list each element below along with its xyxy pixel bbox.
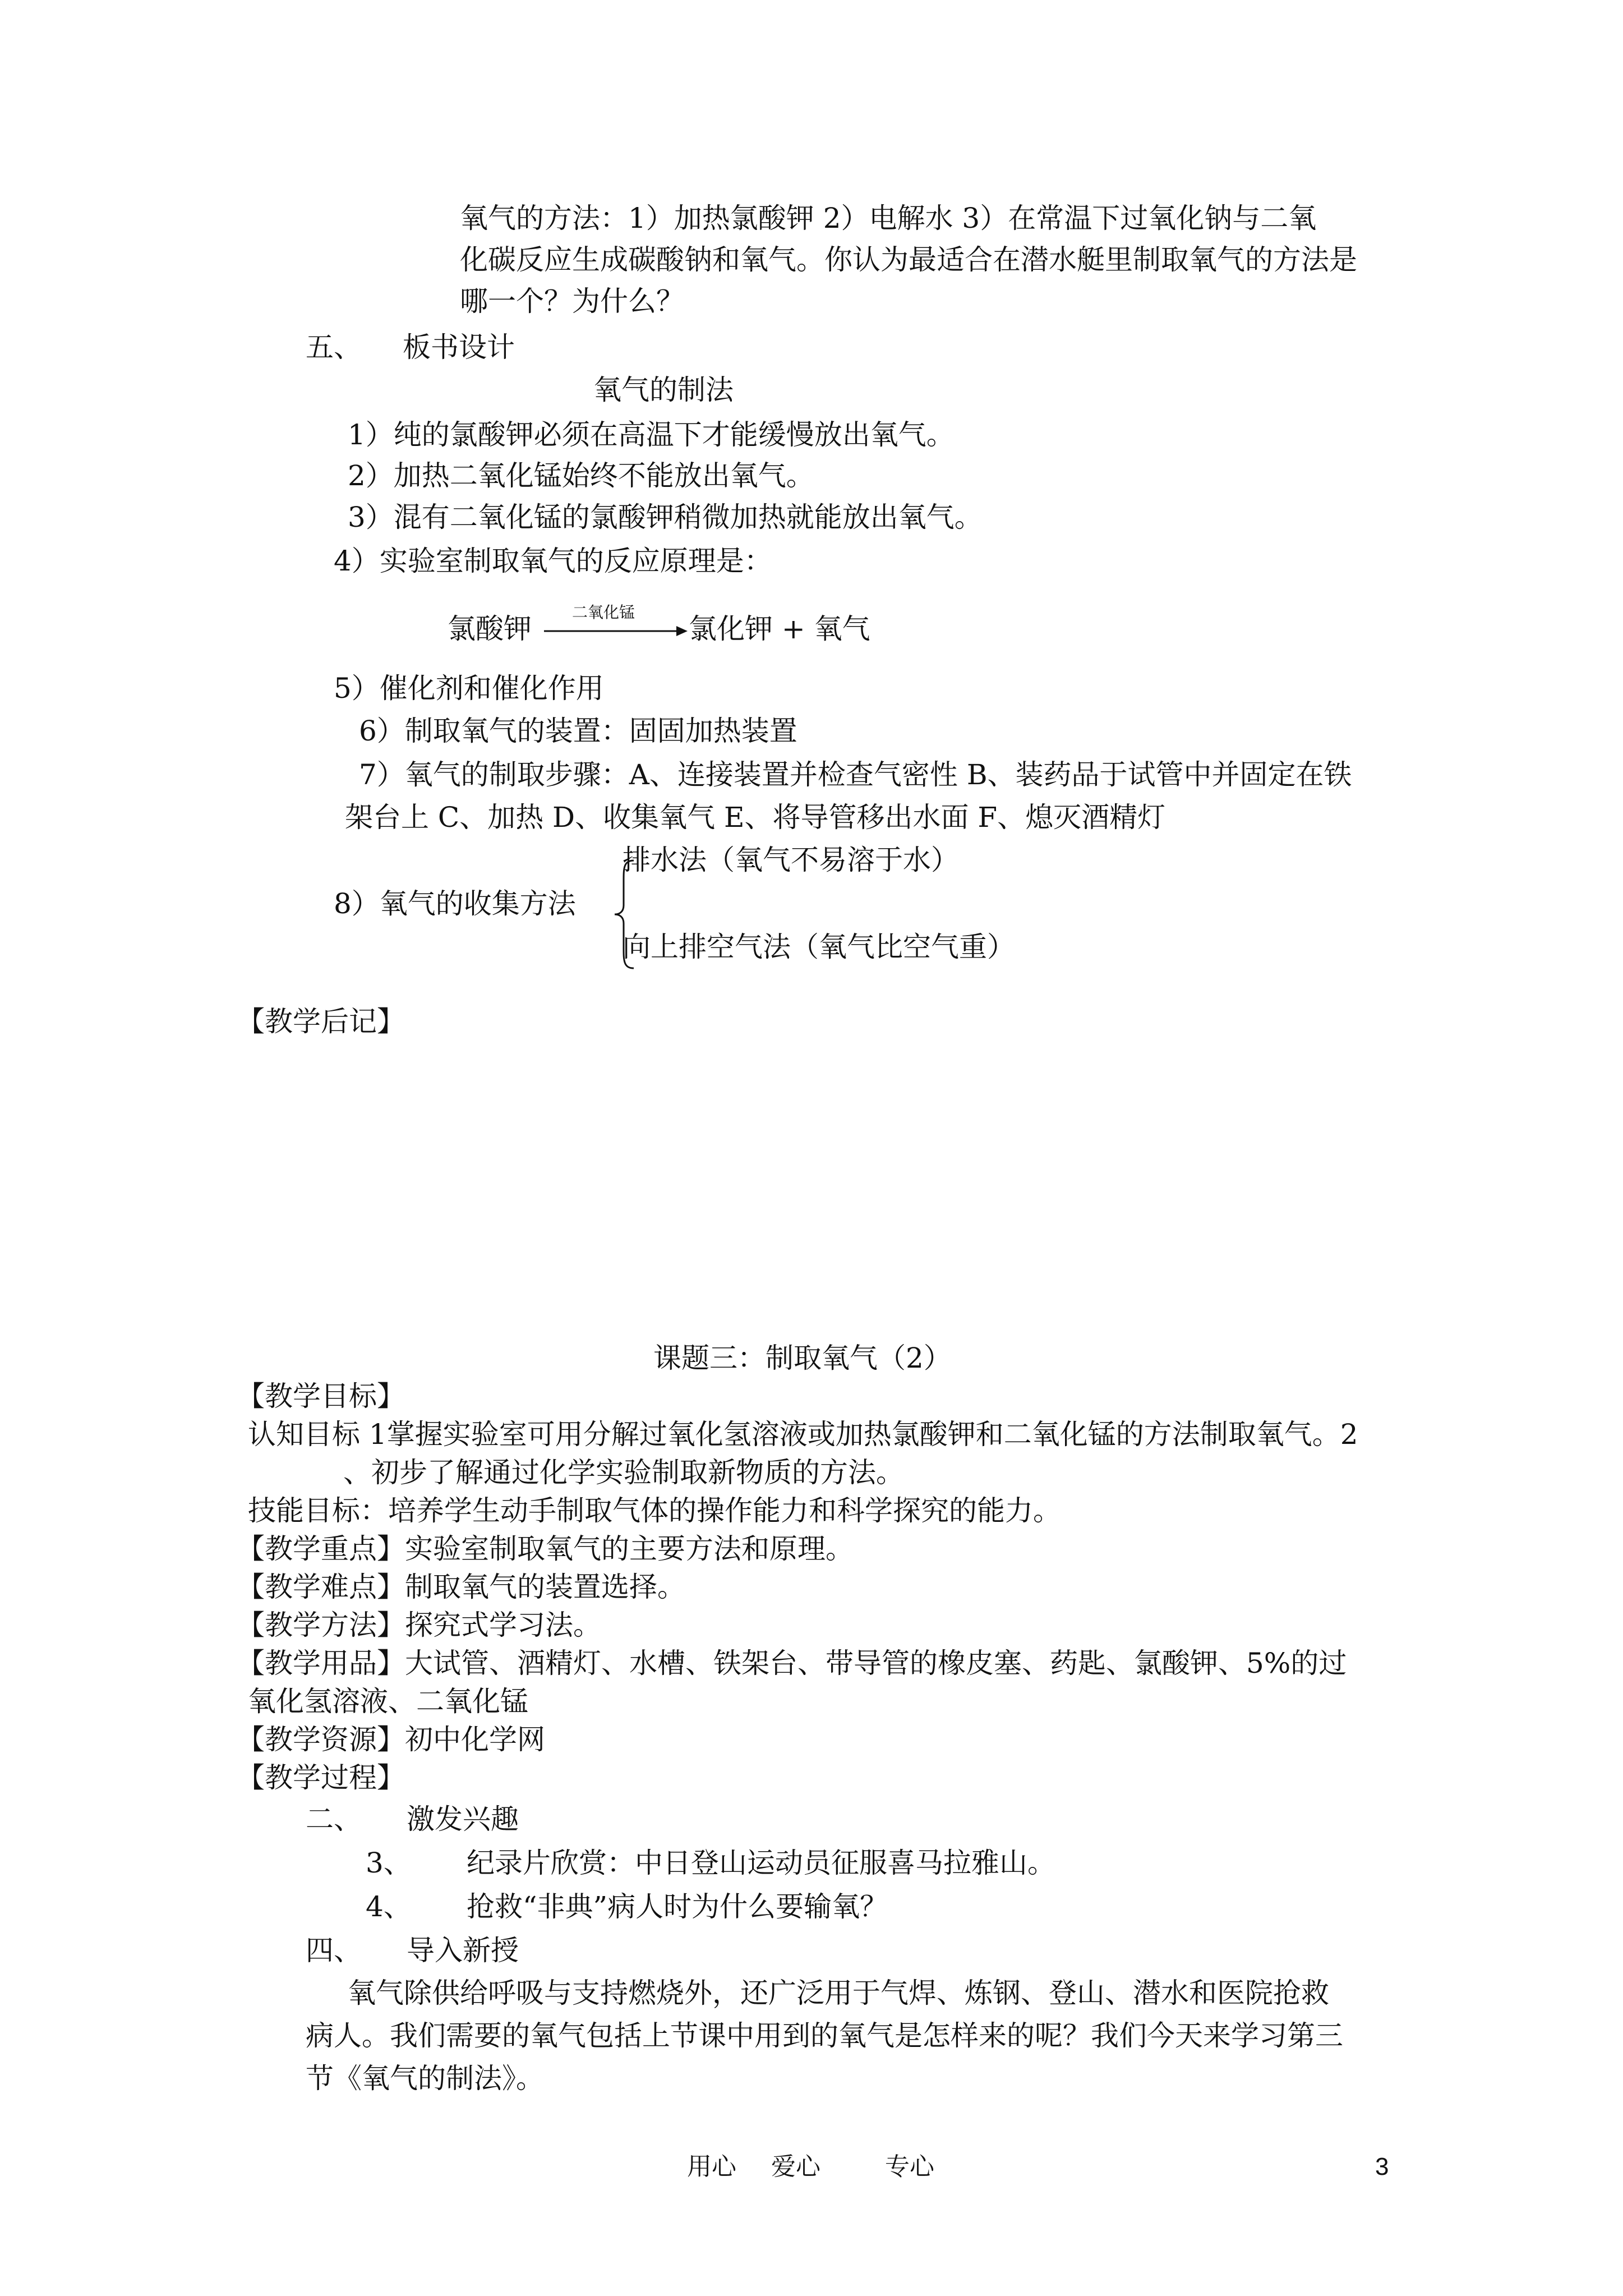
question-line-3: 哪一个？为什么？	[460, 285, 684, 318]
intro-line-2: 病人。我们需要的氧气包括上节课中用到的氧气是怎样来的呢？我们今天来学习第三	[306, 2019, 1343, 2052]
footer-motto-1: 用心	[687, 2152, 736, 2181]
board-point-7-line-2: 架台上 C、加热 D、收集氧气 E、将导管移出水面 F、熄灭酒精灯	[345, 801, 1166, 834]
goal-cognitive-line-1: 认知目标 1掌握实验室可用分解过氧化氢溶液或加热氯酸钾和二氧化锰的方法制取氧气。2	[248, 1418, 1358, 1451]
goal-cognitive-line-2: 、初步了解通过化学实验制取新物质的方法。	[343, 1456, 904, 1489]
key-point: 【教学重点】实验室制取氧气的主要方法和原理。	[237, 1533, 854, 1565]
resources: 【教学资源】初中化学网	[237, 1723, 545, 1756]
board-title: 氧气的制法	[593, 374, 734, 406]
question-line-2: 化碳反应生成碳酸钠和氧气。你认为最适合在潜水艇里制取氧气的方法是	[460, 243, 1357, 276]
supplies-line-1: 【教学用品】大试管、酒精灯、水槽、铁架台、带导管的橡皮塞、药匙、氯酸钾、5%的过	[237, 1647, 1347, 1680]
reaction-products: 氯化钾 + 氧气	[689, 613, 870, 645]
page-number: 3	[1375, 2153, 1389, 2180]
postscript-heading: 【教学后记】	[237, 1005, 405, 1038]
lesson-title: 课题三：制取氧气（2）	[653, 1342, 952, 1374]
item-4: 抢救“非典”病人时为什么要输氧？	[467, 1890, 888, 1923]
reaction-catalyst: 二氧化锰	[572, 603, 635, 622]
item-4-number: 4、	[366, 1890, 412, 1923]
supplies-line-2: 氧化氢溶液、二氧化锰	[248, 1685, 528, 1718]
section-2-number: 二、	[306, 1803, 362, 1835]
footer-motto-2: 爱心	[771, 2152, 820, 2181]
question-line-1: 氧气的方法：1）加热氯酸钾 2）电解水 3）在常温下过氧化钠与二氧	[460, 202, 1317, 234]
reaction-arrow-icon	[543, 619, 689, 641]
board-point-8: 8）氧气的收集方法	[334, 887, 576, 920]
intro-line-1: 氧气除供给呼吸与支持燃烧外，还广泛用于气焊、炼钢、登山、潜水和医院抢救	[348, 1977, 1329, 2009]
board-point-3: 3）混有二氧化锰的氯酸钾稍微加热就能放出氧气。	[348, 501, 983, 533]
section-4-number: 四、	[306, 1934, 362, 1967]
reaction-reactant: 氯酸钾	[448, 613, 532, 645]
board-point-7-line-1: 7）氧气的制取步骤：A、连接装置并检查气密性 B、装药品于试管中并固定在铁	[359, 758, 1352, 791]
section-2-title: 激发兴趣	[407, 1803, 519, 1835]
board-point-4: 4）实验室制取氧气的反应原理是：	[334, 545, 772, 577]
board-point-5: 5）催化剂和催化作用	[334, 672, 604, 705]
collect-option-2: 向上排空气法（氧气比空气重）	[623, 931, 1015, 963]
intro-line-3: 节《氧气的制法》。	[306, 2062, 544, 2095]
section-4-title: 导入新授	[407, 1934, 519, 1967]
item-3-number: 3、	[366, 1847, 412, 1879]
collect-option-1: 排水法（氧气不易溶于水）	[623, 844, 959, 876]
board-point-6: 6）制取氧气的装置：固固加热装置	[359, 715, 797, 747]
board-point-1: 1）纯的氯酸钾必须在高温下才能缓慢放出氧气。	[348, 418, 955, 451]
footer-motto-3: 专心	[885, 2152, 934, 2181]
board-heading-number: 五、	[306, 331, 362, 364]
board-heading: 板书设计	[403, 331, 515, 364]
item-3: 纪录片欣赏：中日登山运动员征服喜马拉雅山。	[467, 1847, 1055, 1879]
goals-heading: 【教学目标】	[237, 1380, 405, 1412]
teaching-method: 【教学方法】探究式学习法。	[237, 1609, 601, 1641]
difficulty: 【教学难点】制取氧气的装置选择。	[237, 1571, 685, 1603]
goal-skill: 技能目标：培养学生动手制取气体的操作能力和科学探究的能力。	[248, 1494, 1061, 1527]
board-point-2: 2）加热二氧化锰始终不能放出氧气。	[348, 459, 814, 492]
process-heading: 【教学过程】	[237, 1761, 405, 1794]
